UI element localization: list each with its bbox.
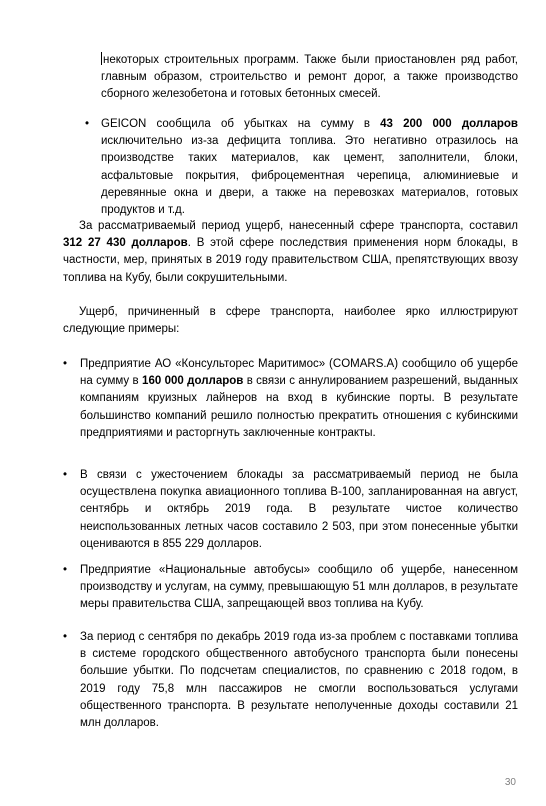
comars-text: Предприятие АО «Консульторес Маритимос» (COMARS.A) сообщило об ущербе на сумму в 160 000 долларов в связи с аннулированием разрешений, выданных компаниям круизных лайнеров на вход в кубинские порты. В результате большинство компаний решило полностью прекратить отношения с кубинскими предприятиями и расторгнуть заключенные контракты. [80,358,518,439]
bullet: • [63,631,68,643]
paragraph-examples-intro: Ущерб, причиненный в сфере транспорта, наиболее ярко иллюстрируют следующие примеры: [63,306,518,336]
aviation-text: В связи с ужесточением блокады за рассматриваемый период не была осуществлена покупка авиационного топлива В-100, запланированная на август, сентябрь и октябрь 2019 года. В результате чистое количество неиспользованных летных часов составило 2 503, при этом понесенные убытки оцениваются в 855 229 долларов. [80,469,518,550]
geicon-text: GEICON сообщила об убытках на сумму в 43 200 000 долларов исключительно из-за дефицита топлива. Это негативно отразилось на производстве таких материалов, как цемент, заполнители, блоки, асфальтовые покрытия, фиброцементная черепица, алюминиевые и деревянные окна и двери, а также на перевозках материалов, готовых продуктов и т.д. [101,118,519,217]
bullet: • [63,358,68,370]
bullet: • [63,469,68,481]
list-item-continuation [85,52,518,104]
buses-text: Предприятие «Национальные автобусы» сообщило об ущербе, нанесенном производству и услугам, на сумму, превышающую 51 млн долларов, в результате меры правительства США, запрещающей ввоз топлива на Кубу. [80,564,518,611]
transport-amount: 312 27 430 долларов [63,237,188,250]
bullet: • [85,118,90,130]
continuation-text: некоторых строительных программ. Также были приостановлен ряд работ, главным образом, строительство и ремонт дорог, а также производство сборного железобетона и готовых бетонных смесей. [101,54,518,101]
urban-transport-text: За период с сентября по декабрь 2019 года из-за проблем с поставками топлива в системе городского общественного автобусного транспорта были понесены большие убытки. По подсчетам специалистов, по сравнению с 2018 годом, в 2019 году 75,8 млн пассажиров не смогли воспользоваться услугами общественного транспорта. В результате неполученные доходы составили 21 млн долларов. [80,631,518,730]
page-number: 30 [504,777,516,788]
list-item-comars [63,356,518,442]
list-item-buses [63,562,518,614]
list-item-aviation [63,467,518,553]
bullet: • [63,564,68,576]
text-cursor [101,52,102,65]
comars-amount: 160 000 долларов [142,375,244,388]
list-item-urban-transport [63,629,518,732]
geicon-amount: 43 200 000 долларов [380,118,519,130]
list-item-geicon [85,116,518,219]
paragraph-transport-damage: За рассматриваемый период ущерб, нанесенный сфере транспорта, составил 312 27 430 долларов. В этой сфере последствия применения норм блокады, в частности, мер, принятых в 2019 году правительством США, препятствующих ввозу топлива на Кубу, были сокрушительными. [63,220,518,284]
